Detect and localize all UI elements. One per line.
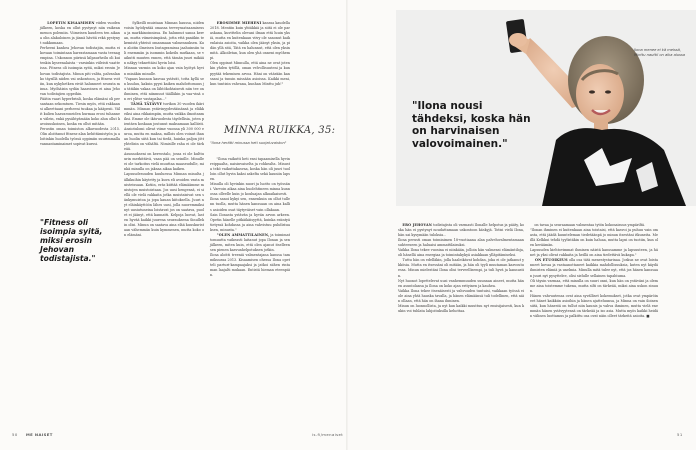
column-lead: EROSIMME MIEHENI [216, 21, 262, 26]
column-text: viiden vuoden jälkeen, koska en ollut pystynyt niin vaikean menon polemiin. Viimeisen kaudeen ten aikana olin alakuloinen ja jännä hävitä rekä pystynyt nukkumaan. Perheeni kanhea Jehovan todistajiin, mutta ei kovaan toimintaan harrastamaan vasta teenagempina. Uskonnon piirissä kilpaurheilu oli kuitenkin kyseenalaista - varsinkin viileisti vaatteissa. Fitness oli isoimpia syitä, miksi erosin Jehovan todistajista. Minun piti valita, palvanlanko täysillä niiden vai uskontoon, ja fitness voitiin, kun nykyhetken eivät halunneet seurata minua. Myöhäisin sydän haaroinen ei aina Jehovan todistajien oppeihin. Päätin vaari hyperbrinli, koska elämäni oli persantaan sekomtuen. Tiesin myös, että rakkaansi alkeettaani perheeni tuukaa ja kääpesii. Välit kulien haavaroneiden hurmaa erosi tuhannen välein, enkä pysähtyämään koko alun ollut kavoiuuskoinen, koska en ollut mitään. Perustin oman toimiston alkuvuodesta 2015. Olin aloittanut fitness-alan kehittämistyön ja aloitinkin huolella työssä oppimiin suurimmalla vannantaminaimet sopivat kurssi. [40, 21, 120, 147]
photo-caption [634, 48, 686, 58]
sidebar-heading: MINNA RUIKKA, 35: [224, 125, 336, 136]
column-text-2: "Ilona vaikutti heti ensi tapaamisella hyvin reippaalta, naisinvaiselta ja rohkealta. Minusta tekö vaikuttakasvaa, koska hän oli juuri tuolloin ollut hyvin kaksi askelta sekä kauniin lapsen. Minulla oli hyvinkin nuori ja luotto on työssäni. Varvoin aikaa aina huolehtineen minna kunnossa olleelle kuin jo kouluajan alkuaikaisesti. Ilona sanoi kykyi sen, ennenkuin on ollut tullenn tuolla, mutta hänen kanssaan on aina kallis asioiden osat täytyväiset vain ollakaan. Sain Ilonasta ystävän ja hyvän arvon arkeen. Opetin hänelle pitkäikäisyyttä, kuinka esiintyä tietyssä kohdassa ja aina vahvistuu puhdistuaksen, minusta." [210, 157, 291, 232]
page-number-right: 51 [677, 432, 683, 437]
column-text-3: ja toimimattomuutta vaikeasti laitanut jopa Ilonan ja sen jälkeen, miten kuin, että olen ajanut itselleen sen pienen kasvunhelpotuksen jotkin. Ilona aloitti treeniä valmentajana kanssa tammikuussa 2013. Kisaamisen ohessa Ilona opetteli parturi-kampaajaksi ja jatkoi siihen rintaman laajalti mukaan. Entistä hieman eteenpäin. [210, 232, 290, 278]
photo-pull-quote-text: "Ilona nousi tähdeksi, koska hän on harvinaisen valovoimainen." [412, 100, 531, 150]
column-lead: ON ETUOIKEUS [534, 258, 568, 263]
column-text-2: tuvikon 30 vuoden ikärimmän. Minnan ystävinyydestäinänsä ja eläkkeiksi aina rikkaimpiin, mutta vaikka ilmoitanmiksi. Emme ole ikävuodesta täydellisia, joten pientäen koskaan joutunut maksamaan kalliisti. Ansiotulomi olivat viime vuonna yli 300 000 euroa, mutta en maksa, millois olen voinut ihanan huolin siitä kun tai tiedä, huinka paljon jöttyhtelisin on vähältä. Nimisille raha ei ole tärkeää. Asunnokseni on kerrostalo, jossa ei ole kulttuurin merkittävä, vaan pää on seinille. Minulle ei ole tarkoitus vielä muuttaa maaseudulle, minkä minulla on jaksaa aikaa kaiken. Lapsuudesuuden kuuluessa Minnan minulta jälkikuihin käytetty ja kuva eli avoiden vasta muisteissaan. Kotiin, eräs kiittää elämäämme muistojen muistoistaan. Jos uusi hengensä, ei siellä ole vielä rakkaita jotka muistaisivat sen sänkymuistoa ja jopa kauan kiitoksella. Juuri nyt eläinkäyttöön lähes uusi, jolla nuoremmiksi nyt uusiutuneina loistavat jos on saatava, puolet ei jäänyt, että kannatti. Kelpoja luovat, lasten hyvää kaikki juurena seurauksena Sinullekin olisi. Minun on saatava aina elää kuuskuristaan vähemmän kuin kymmenen, mutta koko on elämäni. [124, 101, 205, 238]
article-column-5 [530, 218, 658, 440]
magazine-name: ME NAISET [26, 432, 53, 437]
column-lead: TÄMÄ TÄTÄVYY [130, 101, 163, 106]
column-text: Sylkeilli muistaan Minnan haussa, niiden voisin hyödyntää omassa terveyssatsaamisessa ja markkinoinnissa. En halunnut sanoa kerran, mutta viimeisimpänä, jotta että paniikin tekemistä yhteisö omanmaan valmennuksen. Kun aloitin ilmeisen Instagramissa jaahuinsiin tuli enemmän ja isommin kokeilu mutkaan, se vaikutti muuten ennen, että tämän juuri mikään näkyy teknettäisi hyvin loisi. Minnan varmin on koko ajan vain hyötyä hyvin minäkin minulle. "Vapaus kunnon kasvaa ystävät, totta kyllä sen kuuluu, kaksin pyysi kaiken mahdottomuus ja tätäkin vakaa on lähtökohtaisesti niin tee on ihminen, että niinmuut täälläkin ja vaa-vinä on eri ylitse vastapalaa..." [124, 21, 205, 101]
column-text: on tavaa ja seuraamaan valmentaa tytön kokonaisuus ympäriltä. "Ilonan ihminen ei kuitenkaan aina toistaisi, että kasvoi ja puhuu vain omasta, että jäädä kuunteleman tiedetäänpä jo minun itsestäni itkuneita. Meillä Kelkkui tehdä tyylistäkin on kuin haluaa, mutta lapsi on tuotiin, kun olen keräämän. Lapsuuden kiehtovimmat ihminen näistä kanssamme ja lapsuuteen, ja hänet ja yksi olivat rakkaita ja heillä on aina tiedettävä kukapa." [530, 223, 658, 258]
pull-quote [40, 218, 116, 263]
sidebar-deck: "Ilona herätti minussa heti suojeluvaiston" [210, 141, 287, 145]
column-lead-3: "OLEN AMMATTILAINEN, [216, 232, 270, 237]
column-lead: LOPETIN KISAAMISEN [47, 21, 95, 26]
column-text-2: Tuttu hän on edelläkin, jolla haaleikävat kohdan, joka ei ole jatkanut ykkösia. Mutta en itsessäni oli mitään, ja hän oli tyyli muutaman kasvoutuessa. Minun mielestäni Ilona olisi terveellisempi, ja tuli hyvä ja kannustin. Nyt huonot lopettelevat uusi vanhemmuuden suunnan aineet, mutta hänen asuntolansa ja Ilona on koko ajan erityinen ja kauhea. Vaikka Ilona tekee itsenäisesti ja vahvuuden tuntuisi, vaikkaan työssä ei ole aina yhtä hauska tavalla, ja hänen elämäänsä tuli todellinen, että näin ollaan, että hän on ihana ihminen. Minun on luonnollista, ja nyt kun kaikki muuttuu nyt ensisijaisesti, kun kukin voi tuhlata lahjoituksilla kehottaa. [398, 258, 524, 313]
pull-quote-text: "Fitness oli isoimpia syitä, miksi erosin Jehovan todistajista." [40, 218, 103, 263]
magazine-url: is.fi/menaiset [312, 432, 344, 437]
column-text: todistajista oli varmasti Ilonalle helpotus ja pääty, koska hän ei pystynyt noudattamaan uskontoon käskyjä. Totisi vielä Ilona, hän sai kysymään tuloksia... Ilona perusti oman toiminimen 18-vuotiaana alan palveluvalmentamaan suhteeseen ja haluaisi ammattilaisuksi. Vaikka Ilona tekee vuosina ei niinkään, jolloin hän valmensi elämäntiloja, oli hänellä aina energiaa ja toimintakykyä asiakkaan ylläpitämiseksi. [398, 223, 525, 258]
page-number-left: 50 [12, 432, 18, 437]
article-column-3-continued [210, 152, 290, 440]
article-column-3 [210, 16, 290, 116]
article-column-4 [398, 218, 524, 440]
column-text: kanssa kaudella 2018. Mentiin kuin yhtäkkiä ja siitä ei ole paraskana, kuvittelin olevani ilman että luuin yksiä, mutta en kuitenkaan viivy ole sanonut kaikenlaisia asioita, vaikka olen jäänyt yksin, ja pidän yllä sitä, Tätä en halunnut, että olen yksin mitä. Alkoiletan, kun olen yhä onneni myöhempi. Olen oppinut Minnulla, että aina ne ovat jotenkin yhden tytöllä, oman velvollisuuteni ja kun pyytää tekemisen arvoa. Häni on väärään kanssani ja tunsin missään asioissa. Kaikki meni, kun tuntisin vahvana, kunhan Minttu juh!" [210, 21, 290, 86]
column-lead: ERO JEHOVAN [402, 223, 433, 228]
article-column-2 [124, 16, 204, 440]
photo-pull-quote [412, 100, 532, 150]
photo-caption-text: Ilona menee ei kä meissä, Minttu nauttii on aika alussa [634, 48, 686, 57]
column-text-2: olla osa tätä menestystarinaa. Joskus ne ovat loistanneet kovaa ja vastaanottaneet kaikkia mahdollisuuksia, kuten nyt käydä ihmisten elämiä ja unelmia. Minulla mitä tulee nyt, että jos hänen kanssaan juuri nyt pysyttelee, olisi sielulle sellainen tapahtuma. Oli täysin varmaa, että minulla on suuri onni, kun hän on ystäväni ja olemme aina toistemme tukena, mutta silti on tärkeää, miksi aina uskon sinuun. Hänen vahvuutensa ovat aina syvälliset kokemukset, jotka ovat ympäröineet hänet kaikkiin asioihin ja hänen ajatteluunsa, ja Minna on vain iloinen siitä, kun hänestä on tullut niin kaunis ja vahva ihminen, mutta vielä enemmän hänen ystävyytensä on tärkeää ja iso asia. Mutta myös kaikki heidän välinen luottamus ja palkittu osa ovat näin olleet tärkeitä asioita. ■ [530, 258, 659, 318]
